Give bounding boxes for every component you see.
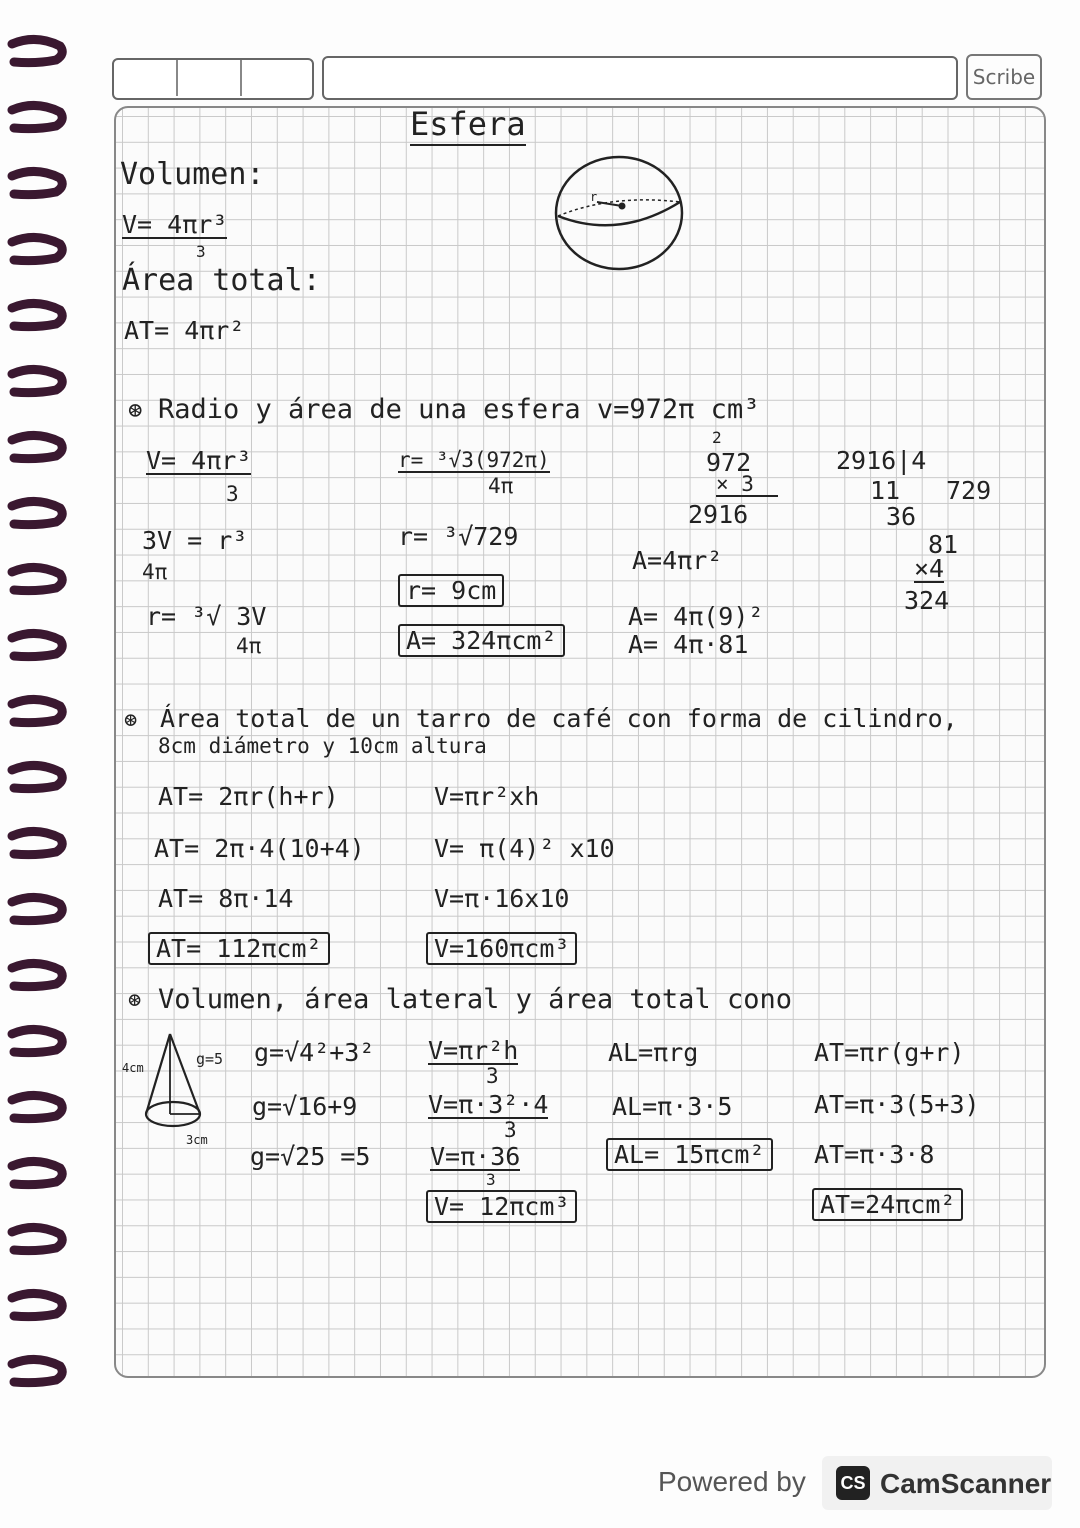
p2-v2: V= π(4)² x10 bbox=[434, 834, 615, 863]
spiral-binding bbox=[6, 30, 76, 1420]
p1-a1: A=4πr² bbox=[632, 546, 723, 575]
p1-v-den: 3 bbox=[226, 482, 239, 506]
p1-v-formula: V= 4πr³ bbox=[146, 446, 252, 475]
p1-div-num: 2916|4 bbox=[836, 446, 927, 475]
p2-at-result: AT= 112πcm² bbox=[148, 932, 330, 965]
p3-v1-den: 3 bbox=[486, 1064, 499, 1088]
p2-v1: V=πr²xh bbox=[434, 782, 540, 811]
p1-a-result: A= 324πcm² bbox=[398, 624, 565, 657]
p1-r1-den: 4π bbox=[488, 474, 514, 498]
p1-m2-top: 81 bbox=[928, 530, 959, 559]
bullet-2-icon: ⊛ bbox=[124, 708, 138, 733]
p3-v-result: V= 12πcm³ bbox=[426, 1190, 577, 1223]
volume-formula-den: 3 bbox=[196, 242, 206, 261]
camscanner-name: CamScanner bbox=[880, 1468, 1052, 1499]
p1-div-r1: 11 bbox=[870, 476, 901, 505]
p1-mult-top: 972 bbox=[706, 448, 752, 477]
brand-logo: Scribe bbox=[966, 54, 1042, 100]
spiral-ring bbox=[12, 435, 62, 458]
spiral-ring bbox=[12, 633, 62, 656]
spiral-ring bbox=[12, 699, 62, 722]
p3-cone-g: g=5 bbox=[196, 1050, 224, 1068]
cone-drawing bbox=[138, 1030, 218, 1134]
header-date-box bbox=[112, 58, 314, 100]
p1-div-q: 729 bbox=[946, 476, 992, 505]
area-label: Área total: bbox=[122, 263, 321, 298]
spiral-ring bbox=[12, 501, 62, 524]
p3-g1: g=√4²+3² bbox=[254, 1038, 375, 1067]
spiral-ring bbox=[12, 303, 62, 326]
spiral-ring bbox=[12, 237, 62, 260]
spiral-ring bbox=[12, 369, 62, 392]
p1-a3: A= 4π·81 bbox=[628, 630, 749, 659]
p2-v-result: V=160πcm³ bbox=[426, 932, 577, 965]
problem2-subheading: 8cm diámetro y 10cm altura bbox=[158, 734, 487, 758]
p1-mult-res: 2916 bbox=[688, 500, 749, 529]
spiral-ring bbox=[12, 1029, 62, 1052]
spiral-ring bbox=[12, 963, 62, 986]
bullet-3-icon: ⊛ bbox=[128, 988, 142, 1013]
p3-cone-r: 3cm bbox=[186, 1133, 208, 1147]
p3-al1: AL=πrg bbox=[608, 1038, 699, 1067]
p1-step2-den: 4π bbox=[236, 634, 262, 658]
spiral-ring bbox=[12, 831, 62, 854]
p3-v2-den: 3 bbox=[504, 1118, 517, 1142]
p3-v3-den: 3 bbox=[486, 1170, 496, 1189]
problem1-heading: Radio y área de una esfera v=972π cm³ bbox=[158, 394, 760, 425]
sphere-radius-label: r bbox=[590, 190, 598, 204]
p2-at1: AT= 2πr(h+r) bbox=[158, 782, 339, 811]
p3-g3: g=√25 =5 bbox=[250, 1142, 371, 1171]
p3-v2: V=π·3²·4 bbox=[428, 1090, 549, 1119]
spiral-ring bbox=[12, 897, 62, 920]
p2-at3: AT= 8π·14 bbox=[158, 884, 294, 913]
problem3-heading: Volumen, área lateral y área total cono bbox=[158, 984, 792, 1015]
camscanner-badge-icon: CS bbox=[836, 1466, 870, 1500]
volume-label: Volumen: bbox=[120, 157, 265, 192]
p1-step1: 3V = r³ bbox=[142, 526, 248, 555]
spiral-ring bbox=[12, 39, 62, 62]
p3-cone-h: 4cm bbox=[122, 1061, 144, 1075]
spiral-ring bbox=[12, 1161, 62, 1184]
spiral-ring bbox=[12, 1293, 62, 1316]
p2-v3: V=π·16x10 bbox=[434, 884, 570, 913]
p3-g2: g=√16+9 bbox=[252, 1092, 358, 1121]
p2-at2: AT= 2π·4(10+4) bbox=[154, 834, 365, 863]
p1-mult-by: × 3 bbox=[716, 474, 778, 497]
p3-at1: AT=πr(g+r) bbox=[814, 1038, 965, 1067]
p3-v1: V=πr²h bbox=[428, 1036, 519, 1065]
p3-v3: V=π·36 bbox=[430, 1142, 521, 1171]
p1-a2: A= 4π(9)² bbox=[628, 602, 764, 631]
spiral-ring bbox=[12, 567, 62, 590]
page-title: Esfera bbox=[410, 108, 526, 146]
p3-at2: AT=π·3(5+3) bbox=[814, 1090, 980, 1119]
p3-at-result: AT=24πcm² bbox=[812, 1188, 963, 1221]
p3-at3: AT=π·3·8 bbox=[814, 1140, 935, 1169]
spiral-ring bbox=[12, 1359, 62, 1382]
spiral-ring bbox=[12, 1095, 62, 1118]
powered-by-text: Powered by bbox=[658, 1466, 806, 1497]
header-subject-box bbox=[322, 56, 958, 100]
p1-r2: r= ³√729 bbox=[398, 522, 519, 551]
spiral-ring bbox=[12, 765, 62, 788]
spiral-ring bbox=[12, 1227, 62, 1250]
area-formula: AT= 4πr² bbox=[124, 316, 245, 345]
bullet-1-icon: ⊛ bbox=[128, 396, 143, 424]
p3-al2: AL=π·3·5 bbox=[612, 1092, 733, 1121]
problem2-heading: Área total de un tarro de café con forma de cilindro, bbox=[160, 704, 958, 733]
p3-al-result: AL= 15πcm² bbox=[606, 1138, 773, 1171]
p1-step1-den: 4π bbox=[142, 560, 168, 584]
p1-div-r2: 36 bbox=[886, 502, 917, 531]
p1-m2-res: 324 bbox=[904, 586, 950, 615]
p1-step2: r= ³√ 3V bbox=[146, 602, 267, 631]
spiral-ring bbox=[12, 105, 62, 128]
p1-mult-carry: 2 bbox=[712, 428, 722, 447]
volume-formula: V= 4πr³ bbox=[122, 210, 228, 239]
p1-r1: r= ³√3(972π) bbox=[398, 448, 550, 472]
p1-r-result: r= 9cm bbox=[398, 574, 504, 607]
spiral-ring bbox=[12, 171, 62, 194]
p1-m2-by: ×4 bbox=[914, 554, 945, 583]
sphere-drawing bbox=[552, 154, 686, 272]
